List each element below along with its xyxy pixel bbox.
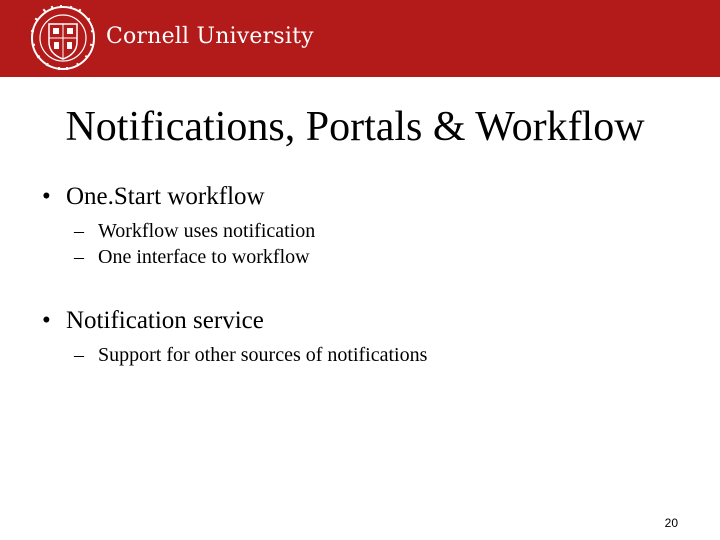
sub-mark: – xyxy=(74,344,84,366)
brand-name: Cornell University xyxy=(106,24,314,49)
bullet-list xyxy=(42,180,692,368)
sub-item xyxy=(66,218,692,244)
header-bar xyxy=(0,0,720,77)
bullet-item xyxy=(42,180,692,270)
sub-text: Support for other sources of notifications xyxy=(98,344,428,366)
sub-mark: – xyxy=(74,246,84,268)
sub-text: Workflow uses notification xyxy=(98,220,316,242)
sub-item xyxy=(66,342,692,368)
bullet-item xyxy=(42,304,692,368)
page-number: 20 xyxy=(664,516,678,530)
sub-list xyxy=(66,218,692,270)
sub-list xyxy=(66,342,692,368)
bullet-mark: • xyxy=(42,183,51,210)
bullet-text: Notification service xyxy=(66,307,264,334)
slide-title: Notifications, Portals & Workflow xyxy=(65,104,645,150)
bullet-text: One.Start workflow xyxy=(66,183,265,210)
cornell-seal-icon xyxy=(27,4,99,72)
sub-mark: – xyxy=(74,220,84,242)
sub-text: One interface to workflow xyxy=(98,246,310,268)
bullet-mark: • xyxy=(42,307,51,334)
sub-item xyxy=(66,244,692,270)
